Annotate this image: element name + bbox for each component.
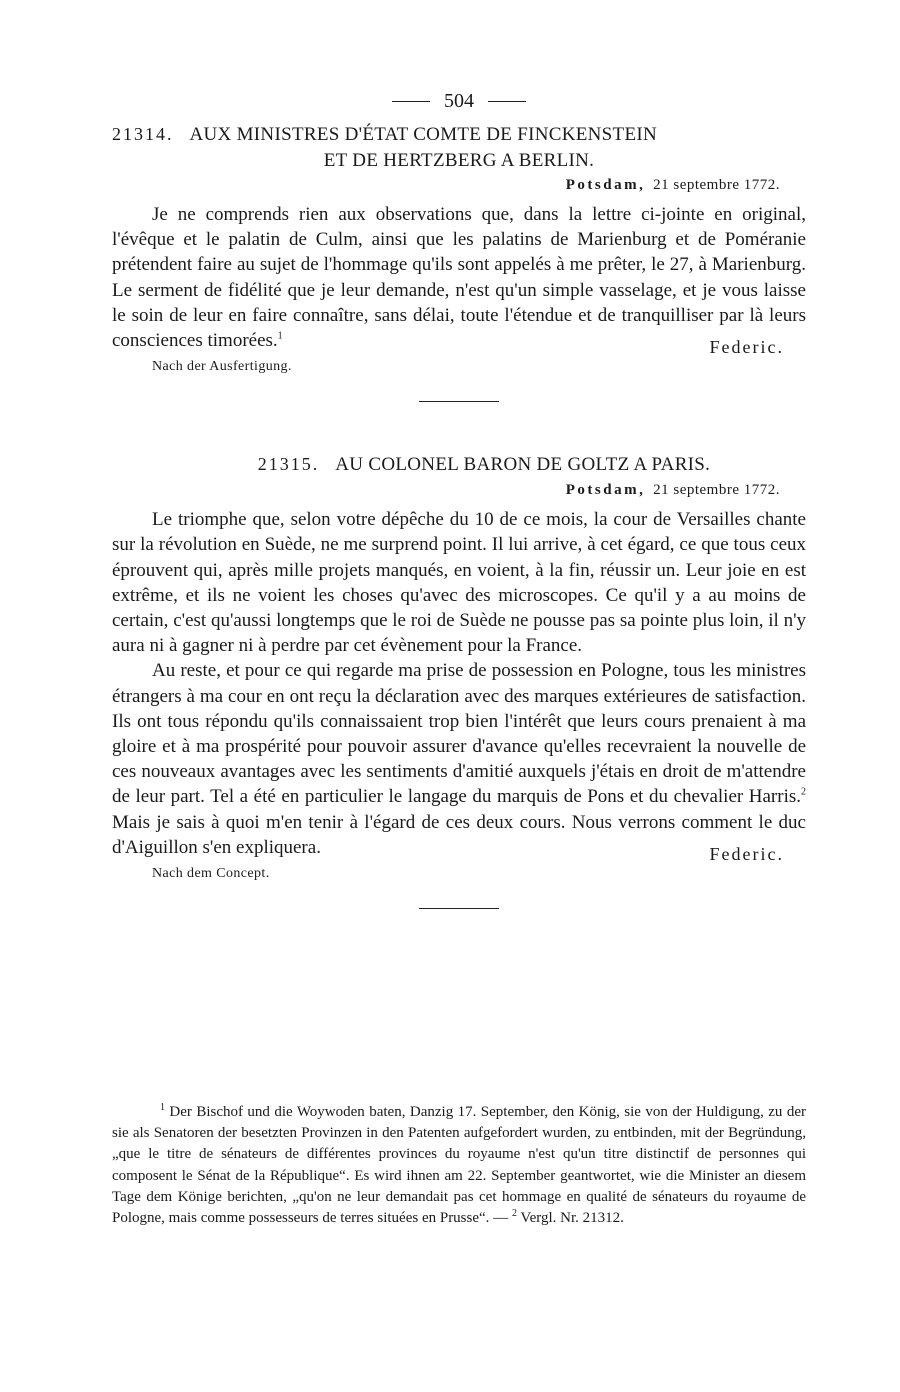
footnote-marker: 1 — [160, 1102, 165, 1113]
place-date — [112, 177, 806, 194]
signoff — [112, 844, 806, 884]
paragraph — [112, 202, 806, 353]
letter-title-line1: AUX MINISTRES D'ÉTAT COMTE DE FINCKENSTEIN — [189, 124, 658, 145]
footnotes — [112, 1102, 806, 1229]
place: Potsdam, — [565, 177, 646, 193]
date: 21 septembre 1772. — [653, 482, 780, 499]
paragraph — [112, 658, 806, 860]
footnote-marker: 2 — [511, 1208, 517, 1220]
letter-heading — [112, 452, 806, 478]
letter-number: 21314. — [112, 124, 174, 144]
place: Potsdam, — [565, 482, 646, 499]
signoff — [112, 337, 806, 377]
place-date — [112, 482, 806, 499]
section-divider — [419, 401, 499, 402]
letter-title-line1: AU COLONEL BARON DE GOLTZ A PARIS. — [335, 454, 711, 476]
section-divider — [419, 908, 499, 909]
source-note: Nach dem Concept. — [152, 866, 270, 882]
signature: Federic. — [709, 844, 784, 865]
source-note: Nach der Ausfertigung. — [152, 359, 292, 375]
letter-number: 21315. — [257, 454, 320, 475]
letter-21314 — [112, 122, 806, 402]
footnote-text: Vergl. Nr. 21312. — [516, 1210, 624, 1227]
footnote-text: Der Bischof und die Woywoden baten, Danzig 17. September, den König, sie von der Huldigung, zu der sie als Senatoren der besetzten Provinzen in den Patenten aufgefordert wurden, zu entbinden, mit der Begründung, „que le titre de sénateurs de différentes provinces du royaume n'est qu'un titre distinctif de personnes qui composent le Sénat de la République“. Es wird ihnen am 22. September geantwortet, wie die Minister an diesem Tage dem Könige berichten, „qu'on ne leur demandait pas cet hommage en qualité de sénateurs du royaume de Pologne, mais comme possesseurs de terres situées en Prusse“. — — [112, 1104, 806, 1227]
paragraph-text: Mais je sais à quoi m'en tenir à l'égard de ces deux cours. Nous verrons comment le duc d'Aiguillon s'en expliquera. — [112, 811, 806, 858]
footnote-ref: 1 — [277, 330, 283, 342]
footnote — [112, 1102, 806, 1229]
document-page — [112, 84, 806, 909]
page-number: 504 — [444, 89, 474, 112]
letter-body — [112, 202, 806, 353]
letter-body — [112, 507, 806, 860]
header-dash-right — [488, 101, 526, 102]
footnote-ref: 2 — [801, 787, 806, 799]
page-header — [112, 84, 806, 118]
date: 21 septembre 1772. — [653, 177, 780, 193]
signature: Federic. — [709, 337, 784, 358]
paragraph-text: Au reste, et pour ce qui regarde ma prise de possession en Pologne, tous les ministres étrangers à ma cour en ont reçu la déclaration avec des marques extérieures de satisfaction. Ils ont tous répondu qu'ils connaissaient trop bien l'intérêt que leurs cours prenaient à ma gloire et à ma prospérité pour pouvoir assurer d'avance qu'elles recevraient la nouvelle de ces nouveaux avantages avec les sentiments d'amitié auxquels j'étais en droit de m'attendre de leur part. Tel a été en particulier le langage du marquis de Pons et du chevalier Harris. — [112, 660, 806, 808]
letter-heading — [112, 122, 806, 173]
header-dash-left — [392, 101, 430, 102]
letter-21315 — [112, 452, 806, 909]
paragraph: Le triomphe que, selon votre dépêche du 10 de ce mois, la cour de Versailles chante sur la révolution en Suède, ne me surprend point. Il lui arrive, à cet égard, ce que tous ceux éprouvent qui, après mille projets manqués, en voient, à la fin, réussir un. Leur joie en est extrême, et ils ne voient les choses qu'avec des microscopes. Ce qu'il y a au moins de certain, c'est qu'aussi longtemps que le roi de Suède ne pousse pas sa pointe plus loin, il n'y aura ni à gagner ni à perdre par cet évènement pour la France. — [112, 509, 806, 657]
letter-title-line2: ET DE HERTZBERG A BERLIN. — [323, 150, 595, 171]
paragraph-text: Je ne comprends rien aux observations que, dans la lettre ci-jointe en original, l'évêque et le palatin de Culm, ainsi que les palatins de Marienburg et de Poméranie prétendent faire au sujet de l'hommage qu'ils sont appelés à me prêter, le 27, à Marienburg. Le serment de fidélité que je leur demande, n'est qu'un simple vasselage, et je vous laisse le soin de leur en faire connaître, sans délai, toute l'étendue et de tranquilliser par là leurs consciences timorées. — [112, 204, 806, 352]
